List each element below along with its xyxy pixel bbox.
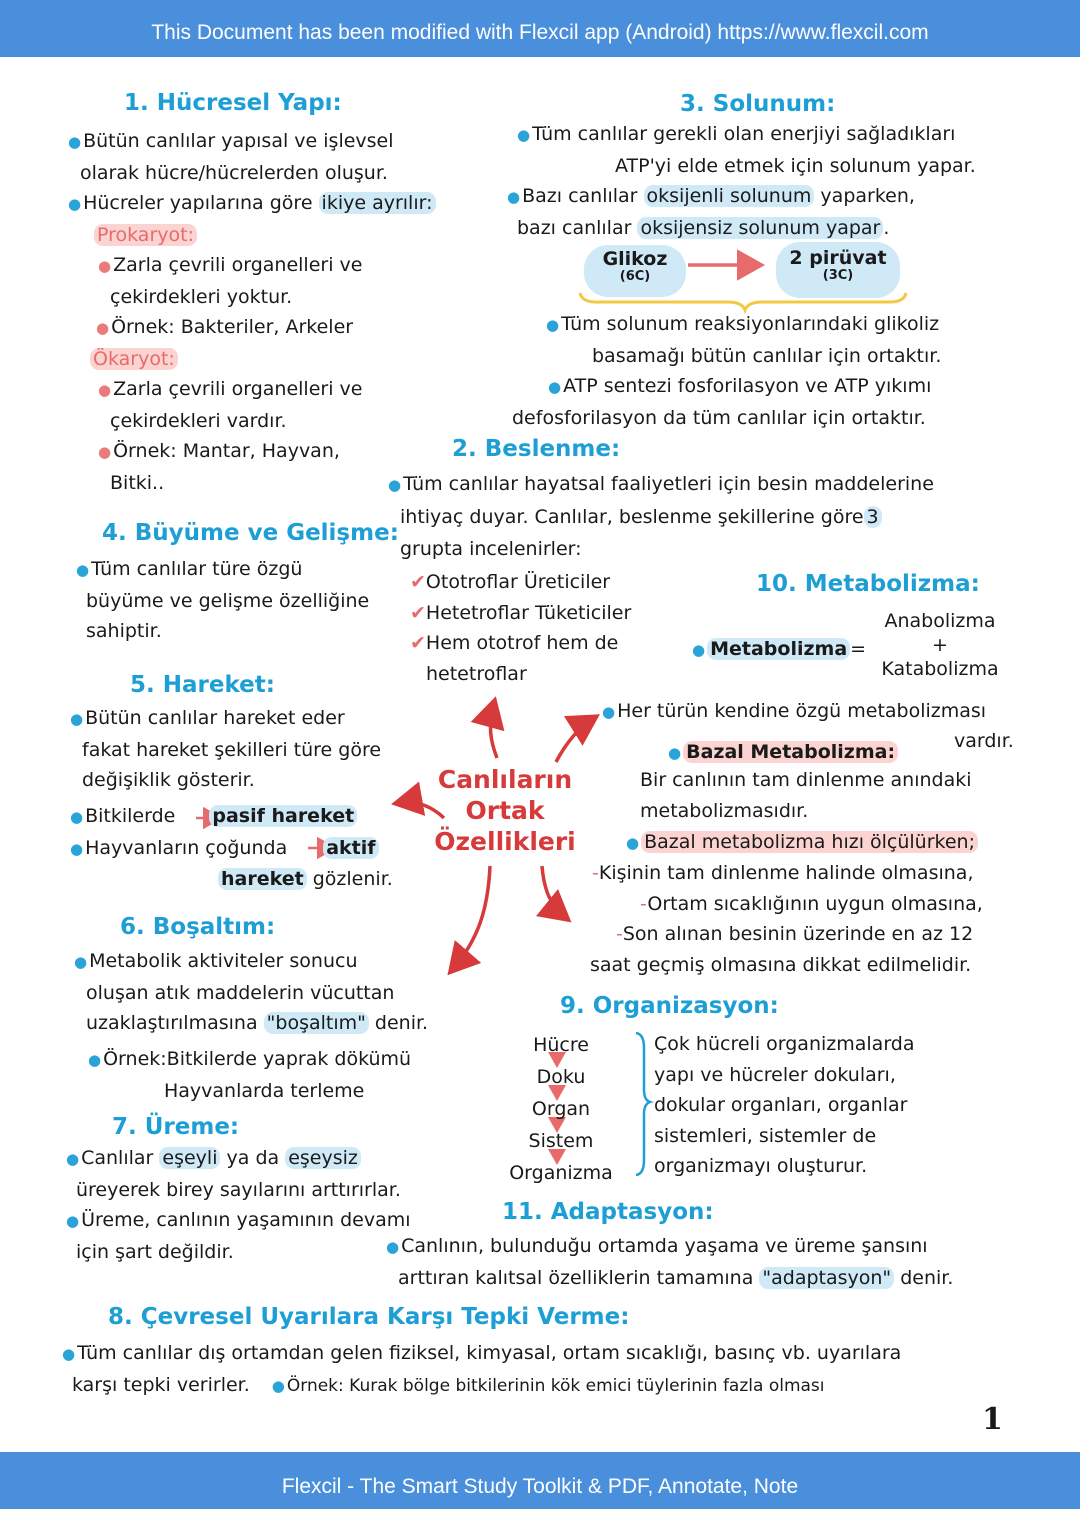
highlight-oksijenli: oksijenli solunum bbox=[644, 185, 815, 207]
heading-organizasyon: 9. Organizasyon: bbox=[560, 993, 779, 1019]
bullet-icon: ● bbox=[507, 188, 521, 206]
section-solunum-2: ● Tüm solunum reaksiyonlarındaki glikoliz basamağı bütün canlılar için ortaktır. ● ATP sentezi fosforilasyon ve ATP yıkımı defosforilasyon da tüm canlılar için ortaktır. bbox=[512, 313, 942, 429]
bullet-icon: ● bbox=[692, 641, 706, 659]
heading-hucresel-yapi: 1. Hücresel Yapı: bbox=[124, 90, 342, 116]
arrow-to-organizasyon bbox=[542, 866, 566, 918]
center-title-line2: Ortak bbox=[465, 796, 545, 825]
section-beslenme: ● Tüm canlılar hayatsal faaliyetleri için besin maddelerine ihtiyaç duyar. Canlılar, beslenme şekillerine göre 3 grupta incelenirler: bbox=[388, 473, 934, 560]
bullet-icon: ● bbox=[98, 443, 112, 461]
level-sistem: Sistem bbox=[528, 1130, 594, 1152]
section-hareket: ● Bütün canlılar hareket eder fakat hareket şekilleri türe göre değişiklik gösterir. bbox=[70, 707, 382, 791]
heading-adaptasyon: 11. Adaptasyon: bbox=[502, 1199, 714, 1225]
center-title bbox=[430, 764, 580, 857]
bullet-icon: ● bbox=[76, 561, 90, 579]
section-hucresel-yapi: ● Bütün canlılar yapısal ve işlevsel olarak hücre/hücrelerden oluşur. ● Hücreler yapılarına göre ikiye ayrılır: Prokaryot: ● Zarla çevrili organelleri ve çekirdekleri yoktur. ● Örnek: Bakteriler, Arkeler Ökaryot: ● Zarla çevrili organelleri ve çekirdekleri vardır. ● Örnek: Mantar, Hayvan, Bitki.. bbox=[68, 126, 436, 498]
check-icon: ✔ bbox=[410, 632, 426, 654]
bullet-icon: ● bbox=[546, 316, 560, 334]
level-organizma: Organizma bbox=[509, 1162, 613, 1184]
bullet-icon: ● bbox=[66, 1150, 80, 1168]
bullet-icon: ● bbox=[548, 378, 562, 396]
org-brace bbox=[636, 1033, 650, 1175]
section-adaptasyon: ● Canlının, bulunduğu ortamda yaşama ve üreme şansını arttıran kalıtsal özelliklerin tamamına "adaptasyon" denir. bbox=[386, 1235, 954, 1289]
bullet-icon: ● bbox=[68, 195, 82, 213]
metabolizma-formula: Anabolizma + Katabolizma bbox=[881, 610, 999, 680]
page-number: 1 bbox=[982, 1402, 1003, 1437]
bazal-hiz: ● Bazal metabolizma hızı ölçülürken; bbox=[626, 827, 978, 859]
metabolizma-l1: ● Her türün kendine özgü metabolizması bbox=[602, 700, 987, 722]
check-icon: ✔ bbox=[410, 571, 426, 593]
highlight-ikiye: ikiye ayrılır: bbox=[319, 192, 436, 214]
bullet-icon: ● bbox=[517, 126, 531, 144]
bullet-icon: ● bbox=[602, 703, 616, 721]
level-hucre: Hücre bbox=[533, 1034, 589, 1056]
organization-desc: Çok hücreli organizmalarda yapı ve hücreler dokuları, dokular organları, organlar sistemleri, sistemler de organizmayı oluşturur. bbox=[654, 1033, 915, 1177]
pill-piruvat: 2 pirüvat (3C) bbox=[776, 242, 900, 298]
heading-bosaltim: 6. Boşaltım: bbox=[120, 914, 276, 940]
beslenme-list: ✔Ototroflar Üreticiler ✔Hetetroflar Tüketiciler ✔Hem ototrof hem de hetetroflar bbox=[410, 571, 632, 685]
bullet-icon: ● bbox=[271, 1376, 285, 1395]
highlight-bosaltim: "boşaltım" bbox=[264, 1012, 369, 1034]
arrow-to-metabolizma bbox=[556, 718, 594, 762]
section-solunum: ● Tüm canlılar gerekli olan enerjiyi sağladıkları ATP'yi elde etmek için solunum yapar. ● Bazı canlılar oksijenli solunum yaparken, bazı canlılar oksijensiz solunum yapar . bbox=[507, 123, 976, 239]
heading-solunum: 3. Solunum: bbox=[680, 91, 836, 117]
bullet-icon: ● bbox=[388, 476, 402, 494]
highlight-3: 3 bbox=[864, 506, 882, 528]
heading-beslenme: 2. Beslenme: bbox=[452, 436, 621, 462]
hareket-examples: ● Bitkilerde pasif hareket ● Hayvanların çoğunda aktif hareket gözlenir. bbox=[70, 805, 393, 890]
center-title-line3: Özellikleri bbox=[434, 827, 576, 856]
bullet-icon: ● bbox=[68, 133, 82, 151]
top-banner[interactable]: This Document has been modified with Flexcil app (Android) https://www.flexcil.com bbox=[0, 0, 1080, 57]
pill-glikoz: Glikoz (6C) bbox=[584, 245, 686, 297]
arrow-to-bosaltim bbox=[452, 866, 490, 970]
label-prokaryot: Prokaryot: bbox=[94, 224, 197, 246]
highlight-adaptasyon: "adaptasyon" bbox=[759, 1267, 894, 1289]
level-organ: Organ bbox=[531, 1098, 591, 1120]
section-cevresel-uyarilar: ● Tüm canlılar dış ortamdan gelen fiziksel, kimyasal, ortam sıcaklığı, basınç vb. uyarılara karşı tepki verirler. ● Örnek: Kurak bölge bitkilerinin kök emici tüylerinin fazla olması bbox=[62, 1342, 902, 1396]
bosaltim-example: ● Örnek:Bitkilerde yaprak dökümü Hayvanlarda terleme bbox=[88, 1048, 412, 1102]
bazal-desc: Bir canlının tam dinlenme anındaki metabolizmasıdır. bbox=[640, 769, 972, 822]
bazal-conditions: -Kişinin tam dinlenme halinde olmasına, -Ortam sıcaklığının uygun olmasına, -Son alınan besinin üzerinde en az 12 saat geçmiş olmasına dikkat edilmelidir. bbox=[590, 862, 983, 976]
label-okaryot: Ökaryot: bbox=[90, 348, 178, 370]
bullet-icon: ● bbox=[668, 744, 682, 762]
section-ureme: ● Canlılar eşeyli ya da eşeysiz üreyerek birey sayılarını arttırırlar. ● Üreme, canlının yaşamının devamı için şart değildir. bbox=[66, 1147, 411, 1263]
bullet-icon: ● bbox=[98, 381, 112, 399]
organization-levels bbox=[498, 1029, 624, 1189]
heading-buyume: 4. Büyüme ve Gelişme: bbox=[102, 520, 399, 546]
check-icon: ✔ bbox=[410, 601, 426, 624]
heading-ureme: 7. Üreme: bbox=[112, 1114, 240, 1140]
bazal-label: ● Bazal Metabolizma: bbox=[668, 737, 898, 769]
bullet-icon: ● bbox=[626, 834, 640, 852]
bullet-icon: ● bbox=[96, 319, 110, 337]
bullet-icon: ● bbox=[66, 1212, 80, 1230]
highlight-oksijensiz: oksijensiz solunum yapar bbox=[637, 217, 883, 239]
arrow-to-beslenme bbox=[490, 703, 497, 758]
bullet-icon: ● bbox=[70, 839, 84, 858]
bottom-banner[interactable]: Flexcil - The Smart Study Toolkit & PDF, Annotate, Note bbox=[0, 1452, 1080, 1509]
bullet-icon: ● bbox=[98, 257, 112, 275]
level-doku: Doku bbox=[536, 1066, 586, 1088]
metabolizma-l2: vardır. bbox=[954, 730, 1014, 752]
section-bosaltim: ● Metabolik aktiviteler sonucu oluşan atık maddelerin vücuttan uzaklaştırılmasına "boşaltım" denir. bbox=[74, 950, 429, 1034]
bullet-icon: ● bbox=[70, 710, 84, 728]
metabolizma-label: ● Metabolizma = bbox=[692, 638, 867, 660]
center-title-line1: Canlıların bbox=[437, 765, 573, 794]
heading-hareket: 5. Hareket: bbox=[130, 672, 275, 698]
bullet-icon: ● bbox=[62, 1345, 76, 1363]
bullet-icon: ● bbox=[386, 1238, 400, 1256]
bullet-icon: ● bbox=[74, 953, 88, 971]
section-buyume: ● Tüm canlılar türe özgü büyüme ve gelişme özelliğine sahiptir. bbox=[76, 558, 370, 642]
bullet-icon: ● bbox=[70, 808, 84, 826]
bullet-icon: ● bbox=[88, 1051, 102, 1069]
heading-cevresel-uyarilar: 8. Çevresel Uyarılara Karşı Tepki Verme: bbox=[108, 1304, 630, 1330]
heading-metabolizma: 10. Metabolizma: bbox=[756, 571, 980, 597]
